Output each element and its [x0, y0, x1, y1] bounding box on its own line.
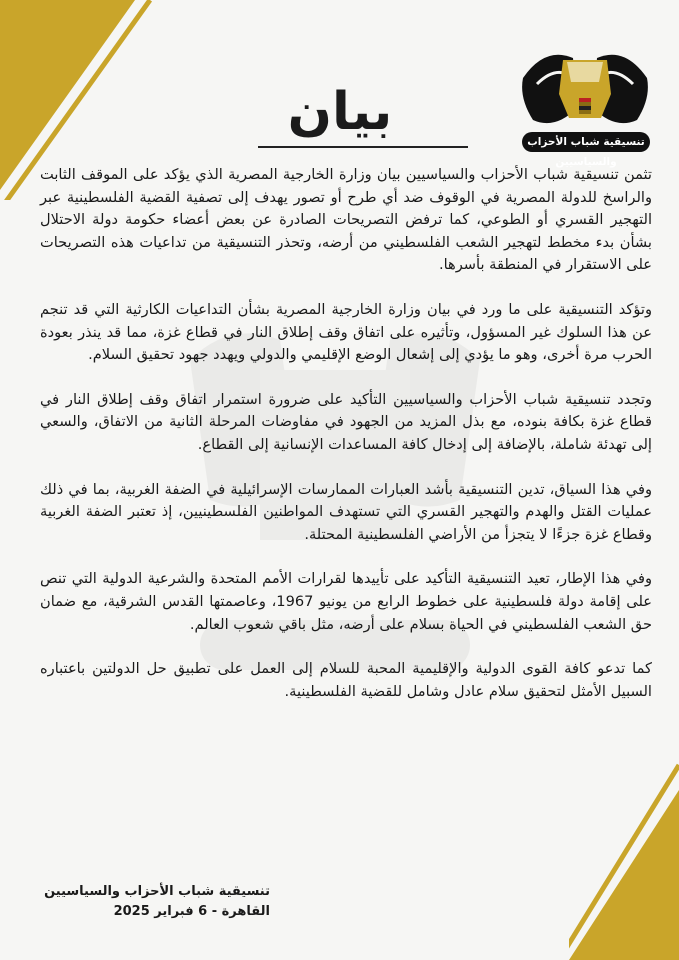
statement-body [40, 164, 652, 725]
paragraph-1: تثمن تنسيقية شباب الأحزاب والسياسيين بيان وزارة الخارجية المصرية الذي يؤكد على الموقف الثابت والراسخ للدولة المصرية في الوقوف ضد أي طرح أو تصور يهدف إلى تصفية القضية الفلسطينية عبر التهجير القسري أو الطوعي، كما ترفض التصريحات الصادرة عن بعض أعضاء حكومة دولة الاحتلال بشأن بدء مخطط لتهجير الشعب الفلسطيني من أرضه، وتحذر التنسيقية من تداعيات هذه التصريحات على الاستقرار في المنطقة بأسرها. [40, 166, 652, 274]
signature-block [40, 882, 270, 922]
bottom-right-corner-decoration [569, 760, 679, 960]
paragraph-6: كما تدعو كافة القوى الدولية والإقليمية المحبة للسلام إلى العمل على تطبيق حل الدولتين باعتباره السبيل الأمثل لتحقيق سلام عادل وشامل للقضية الفلسطينية. [40, 660, 652, 700]
paragraph-2: وتؤكد التنسيقية على ما ورد في بيان وزارة الخارجية المصرية بشأن التداعيات الكارثية التي قد تنجم عن هذا السلوك غير المسؤول، وتأثيره على اتفاق وقف إطلاق النار في قطاع غزة، مما قد ينذر بعودة الحرب مرة أخرى، وهو ما يؤدي إلى إشعال الوضع الإقليمي والدولي ويهدد جهود تحقيق السلام. [40, 300, 652, 364]
logo-banner: تنسيقية شباب الأحزاب والسياسيين [522, 132, 650, 152]
paragraph-3: وتجدد تنسيقية شباب الأحزاب والسياسيين التأكيد على ضرورة استمرار اتفاق وقف إطلاق النار في قطاع غزة بكافة بنوده، مع بذل المزيد من الجهود في مفاوضات المرحلة الثانية من الاتفاق، والسعي إلى تهدئة شاملة، بالإضافة إلى إدخال كافة المساعدات الإنسانية إلى القطاع. [40, 390, 652, 453]
page-title: بيان [287, 82, 393, 142]
paragraph-4: وفي هذا السياق، تدين التنسيقية بأشد العبارات الممارسات الإسرائيلية في الضفة الغربية، بما في ذلك عمليات القتل والهدم والتهجير القسري التي تستهدف المواطنين الفلسطينيين، إذ تعتبر الضفة الغربية وقطاع غزة جزءًا لا يتجزأ من الأراضي الفلسطينية المحتلة. [40, 480, 652, 543]
signature-organization: تنسيقية شباب الأحزاب والسياسيين [44, 884, 270, 899]
paragraph-5: وفي هذا الإطار، تعيد التنسيقية التأكيد على تأييدها لقرارات الأمم المتحدة والشرعية الدولية التي تنص على إقامة دولة فلسطينية على خطوط الرابع من يونيو 1967، وعاصمتها القدس الشرقية، مع ضمان حق الشعب الفلسطيني في الحياة بسلام على أرضه، مثل باقي شعوب العالم. [40, 570, 652, 633]
signature-place-date: القاهرة - 6 فبراير 2025 [113, 904, 270, 919]
title-underline [258, 146, 468, 148]
